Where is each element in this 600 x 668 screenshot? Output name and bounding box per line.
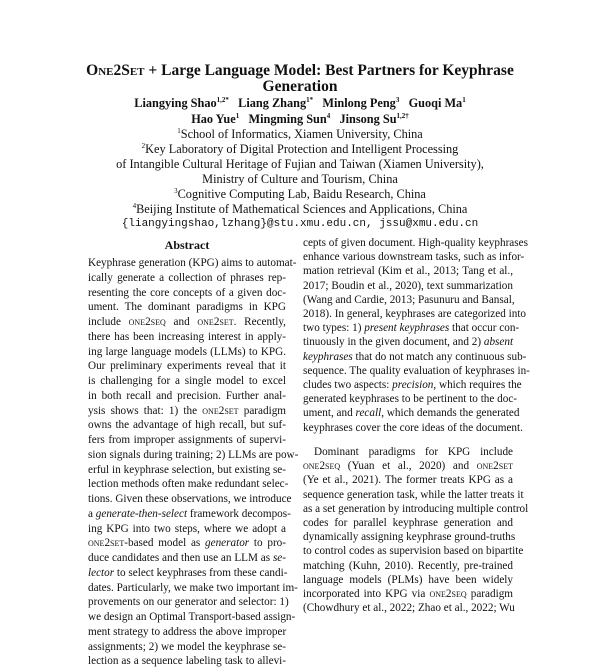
author-affiliation-marker: 1 <box>462 96 466 104</box>
text-line <box>88 271 286 285</box>
affiliation-number: 4 <box>132 202 137 210</box>
text-line <box>303 350 527 364</box>
text-segment: ing large language models (LLMs) to KPG. <box>88 345 286 358</box>
text-line <box>303 392 518 406</box>
author-name: Liang Zhang <box>238 96 307 110</box>
text-segment: lector <box>88 566 115 579</box>
text-segment: ument. The dominant paradigms in KPG <box>88 301 286 314</box>
text-segment: cludes two aspects: <box>303 379 393 391</box>
text-line <box>88 522 286 536</box>
text-line <box>303 516 513 530</box>
text-segment: codes for parallel keyphrase generation and <box>303 517 513 529</box>
text-line <box>88 625 286 639</box>
text-segment: there has been increasing interest in apply- <box>88 330 286 343</box>
text-segment: keyphrases <box>303 350 353 363</box>
text-line <box>88 404 286 418</box>
text-line <box>303 279 513 293</box>
text-segment: se- <box>272 552 286 564</box>
text-segment: , which demands the generated <box>381 407 520 420</box>
text-line <box>303 364 530 378</box>
text-segment: provements on our generator and selector: 1) <box>88 596 289 609</box>
text-segment: tinuously in the given document, and 2) <box>303 336 484 349</box>
text-segment: two types: 1) <box>303 322 365 335</box>
text-line <box>88 300 286 314</box>
text-segment: (Ye et al., 2021). The former treats KPG as a <box>303 474 513 487</box>
text-segment: (Yuan et al., 2020) and <box>340 460 477 473</box>
text-line <box>303 293 513 307</box>
text-segment: is challenging for a single model to excel <box>88 375 286 387</box>
text-segment: framework decompos- <box>187 507 291 520</box>
text-line <box>303 264 513 278</box>
text-segment: a <box>88 507 96 520</box>
affiliation-number: 2 <box>141 142 146 150</box>
text-segment: precision <box>392 379 434 391</box>
text-line <box>88 286 286 300</box>
text-line <box>88 330 286 344</box>
author-affiliation-marker: 3 <box>395 96 400 104</box>
text-line <box>303 378 522 392</box>
text-segment: in both recall and precision. Further anal- <box>88 389 286 402</box>
text-line <box>88 640 286 654</box>
affiliation-text: School of Informatics, Xiamen University, China <box>180 127 423 141</box>
affiliation-text: Cognitive Computing Lab, Baidu Research, China <box>177 187 426 201</box>
affiliation <box>0 172 600 187</box>
affiliation <box>0 127 600 142</box>
text-line <box>88 359 286 373</box>
text-line <box>303 502 529 516</box>
text-segment: absent <box>483 336 514 349</box>
text-segment: generate-then-select <box>95 507 188 520</box>
text-line <box>88 433 286 447</box>
author-name: Minlong Peng <box>322 96 396 110</box>
affiliation <box>0 157 600 172</box>
text-segment: as a set generation by introducing multiple control <box>303 502 529 515</box>
text-line <box>88 418 286 432</box>
title-text: + Large Language Model: Best Partners for Keyphrase <box>144 62 514 79</box>
affiliation-number: 1 <box>177 127 181 135</box>
text-line <box>303 473 513 487</box>
text-segment: tions. Given these observations, we introduce <box>88 493 292 505</box>
text-segment: . Recently, <box>233 316 286 328</box>
author-name: Liangying Shao <box>134 96 217 110</box>
text-line <box>88 315 286 329</box>
text-segment: language models (PLMs) have been widely <box>303 573 513 586</box>
author-affiliation-marker: 1* <box>306 96 314 104</box>
text-line <box>303 488 524 502</box>
text-segment: assignments; 2) we model the keyphrase se- <box>88 640 286 653</box>
text-line <box>303 544 524 558</box>
text-line <box>303 601 513 615</box>
author-name: Mingming Sun <box>248 112 327 126</box>
text-segment: 2017; Boudin et al., 2020), text summarization <box>303 279 513 292</box>
text-segment: ment strategy to address the above improper <box>88 625 287 638</box>
text-segment: we design an Optimal Transport-based assign- <box>88 611 296 623</box>
author-emails: {liangyingshao,lzhang}@stu.xmu.edu.cn, jssu@xmu.edu.cn <box>121 218 479 230</box>
text-segment: dates. Particularly, we make two important im- <box>88 581 298 594</box>
text-segment: to pro- <box>249 537 286 550</box>
text-segment: ically generate a collection of phrases rep- <box>88 271 286 284</box>
text-line <box>88 492 292 506</box>
paper-title-line-2: Generation <box>262 78 338 95</box>
text-segment: (Chowdhury et al., 2022; Zhao et al., 2022; Wu <box>303 602 515 615</box>
text-segment: lection methods often make redundant selec- <box>88 478 289 491</box>
affiliation-text: Key Laboratory of Digital Protection and Intelligent Processing <box>145 142 459 156</box>
text-segment: fers from improper assignments of supervi- <box>88 434 286 446</box>
text-segment: to control codes as supervision based on bipartite <box>303 545 524 558</box>
text-line <box>88 477 289 491</box>
text-segment: generator <box>205 537 250 550</box>
authors-line-1 <box>0 96 600 111</box>
text-line <box>88 345 286 359</box>
text-line <box>88 595 289 609</box>
text-line <box>88 566 286 580</box>
affiliation <box>0 142 600 157</box>
text-segment: duce candidates and then use an LLM as <box>88 552 273 564</box>
text-segment: Our preliminary experiments reveal that it <box>88 360 286 373</box>
text-line <box>303 445 513 459</box>
text-line <box>88 463 286 477</box>
affiliation-text: Beijing Institute of Mathematical Sciences and Applications, China <box>136 202 468 216</box>
text-line <box>303 307 527 321</box>
author-affiliation-marker: 1,2* <box>216 96 229 104</box>
author-affiliation-marker: 1,2† <box>396 112 409 120</box>
text-line <box>303 573 513 587</box>
text-line <box>88 507 291 521</box>
text-line <box>303 559 513 573</box>
affiliation <box>0 187 600 202</box>
text-line <box>88 581 298 595</box>
abstract-heading: Abstract <box>164 238 210 252</box>
text-segment: (Wang and Cardie, 2013; Pasunuru and Bansal, <box>303 293 515 306</box>
text-line <box>303 321 520 335</box>
text-segment: resenting the core concepts of a given doc- <box>88 286 286 299</box>
text-segment: cepts of given document. High-quality keyphrases <box>303 237 528 249</box>
text-line <box>303 459 513 473</box>
text-segment: one2seq <box>303 460 341 473</box>
text-segment: matching (Kuhn, 2010). Recently, pre-trained <box>303 559 513 572</box>
text-segment: 2018). In general, keyphrases are categorized into <box>303 308 527 320</box>
text-segment: sequence generation task, while the latter treats it <box>303 488 524 501</box>
text-segment: to select keyphrases from these candi- <box>114 566 288 579</box>
text-segment: incorporated into KPG via <box>303 588 430 600</box>
affiliation-text: of Intangible Cultural Heritage of Fujian and Taiwan (Xiamen University), <box>116 157 484 171</box>
text-segment: that occur con- <box>449 322 520 335</box>
text-segment: and <box>165 316 198 328</box>
text-segment: one2set <box>88 537 125 550</box>
text-segment: ing KPG into two steps, where we adopt a <box>88 522 286 535</box>
title-method-name: One2Set <box>86 62 145 79</box>
text-line <box>88 654 286 668</box>
text-line <box>303 530 516 544</box>
text-segment: that do not match any continuous sub- <box>352 350 527 363</box>
text-segment: paradigm <box>238 404 286 417</box>
text-line <box>88 389 286 403</box>
text-segment: one2set <box>202 404 239 417</box>
text-line <box>88 551 286 565</box>
text-line <box>303 421 523 435</box>
text-line <box>88 448 299 462</box>
text-segment: Keyphrase generation (KPG) aims to automat- <box>88 257 297 269</box>
text-segment: one2seq <box>128 316 166 328</box>
text-segment: Dominant paradigms for KPG include <box>314 446 513 458</box>
author-affiliation-marker: 4 <box>326 112 331 120</box>
author-name: Guoqi Ma <box>408 96 463 110</box>
text-segment: enhance various downstream tasks, such as infor- <box>303 251 525 264</box>
text-segment: erful in keyphrase selection, but existing se- <box>88 463 286 476</box>
text-segment: recall <box>355 407 382 420</box>
text-segment: include <box>88 316 129 328</box>
text-line <box>303 335 513 349</box>
author-name: Hao Yue <box>191 112 236 126</box>
text-segment: owns the advantage of high recall, but suf- <box>88 419 286 432</box>
text-line <box>303 250 525 264</box>
text-line <box>88 256 297 270</box>
text-line <box>303 236 528 250</box>
text-segment: , which requires the <box>433 379 522 391</box>
affiliation-text: Ministry of Culture and Tourism, China <box>202 172 398 186</box>
text-segment: lection as a sequence labeling task to allevi- <box>88 655 286 668</box>
author-affiliation-marker: 1 <box>235 112 240 120</box>
text-line <box>303 587 513 601</box>
text-segment: mation retrieval (Kim et al., 2013; Tang et al., <box>303 265 513 278</box>
text-segment: -based model as <box>124 537 206 550</box>
text-segment: one2seq <box>429 588 467 600</box>
text-segment: paradigm <box>466 588 513 600</box>
affiliation-number: 3 <box>174 187 178 195</box>
text-segment: one2set <box>476 460 513 473</box>
text-segment: sion signals during training; 2) LLMs are pow- <box>88 448 299 461</box>
text-segment: sequence. The quality evaluation of keyphrases in- <box>303 364 530 377</box>
text-segment: present keyphrases <box>364 322 450 335</box>
text-segment: dynamically assigning keyphrase ground-truths <box>303 531 516 544</box>
text-segment: one2set <box>197 316 234 328</box>
affiliation <box>0 202 600 217</box>
text-segment: keyphrases cover the core ideas of the document. <box>303 421 523 434</box>
text-segment: ument, and <box>303 407 356 420</box>
text-line <box>88 374 286 388</box>
text-segment: generated keyphrases to be pertinent to the doc- <box>303 393 518 406</box>
author-name: Jinsong Su <box>339 112 397 126</box>
text-line <box>88 536 286 550</box>
text-line <box>88 610 296 624</box>
text-line <box>303 406 520 420</box>
authors-line-2 <box>0 112 600 127</box>
text-segment: ysis shows that: 1) the <box>88 404 203 417</box>
